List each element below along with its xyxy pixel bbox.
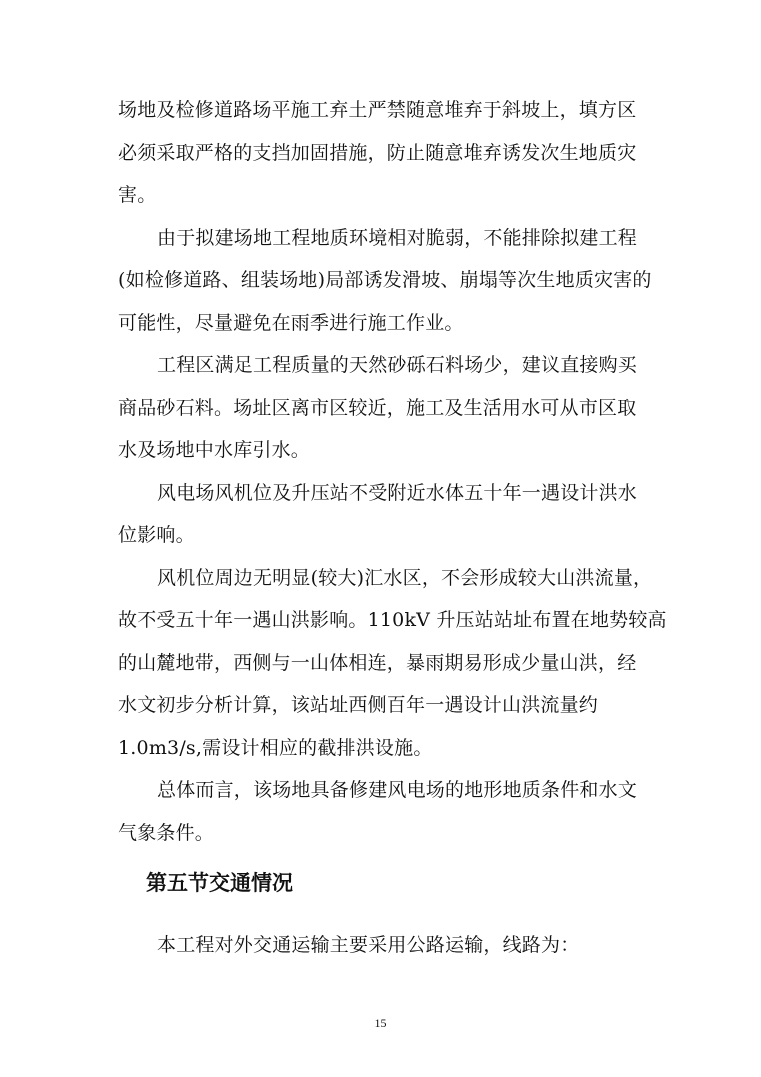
paragraph-6-line-2: 气象条件。 <box>118 822 215 844</box>
paragraph-6-line-1: 总体而言，该场地具备修建风电场的地形地质条件和水文 <box>157 779 638 801</box>
section-intro: 本工程对外交通运输主要采用公路运输，线路为： <box>157 934 580 956</box>
paragraph-5-line-2: 故不受五十年一遇山洪影响。110kV 升压站站址布置在地势较高 <box>118 609 667 631</box>
paragraph-5-line-1: 风机位周边无明显(较大)汇水区，不会形成较大山洪流量， <box>157 567 653 589</box>
paragraph-1-line-3: 害。 <box>118 184 157 206</box>
paragraph-3-line-3: 水及场地中水库引水。 <box>118 439 311 461</box>
section-heading: 第五节交通情况 <box>146 871 293 895</box>
paragraph-2-line-3: 可能性，尽量避免在雨季进行施工作业。 <box>118 312 464 334</box>
paragraph-3-line-2: 商品砂石料。场址区离市区较近，施工及生活用水可从市区取 <box>118 397 637 419</box>
paragraph-1-line-2: 必须采取严格的支挡加固措施，防止随意堆弃诱发次生地质灾 <box>118 142 637 164</box>
paragraph-3-line-1: 工程区满足工程质量的天然砂砾石料场少，建议直接购买 <box>157 354 638 376</box>
paragraph-5-line-3: 的山麓地带，西侧与一山体相连，暴雨期易形成少量山洪，经 <box>118 652 637 674</box>
paragraph-4-line-1: 风电场风机位及升压站不受附近水体五十年一遇设计洪水 <box>157 482 638 504</box>
paragraph-2-line-2: (如检修道路、组装场地)局部诱发滑坡、崩塌等次生地质灾害的 <box>118 269 652 291</box>
paragraph-2-line-1: 由于拟建场地工程地质环境相对脆弱，不能排除拟建工程 <box>157 227 638 249</box>
paragraph-1-line-1: 场地及检修道路场平施工弃土严禁随意堆弃于斜坡上，填方区 <box>118 99 637 121</box>
paragraph-5-line-5: 1.0m3/s,需设计相应的截排洪设施。 <box>118 737 433 759</box>
page-number: 15 <box>374 1016 387 1030</box>
paragraph-4-line-2: 位影响。 <box>118 524 195 546</box>
paragraph-5-line-4: 水文初步分析计算，该站址西侧百年一遇设计山洪流量约 <box>118 694 599 716</box>
